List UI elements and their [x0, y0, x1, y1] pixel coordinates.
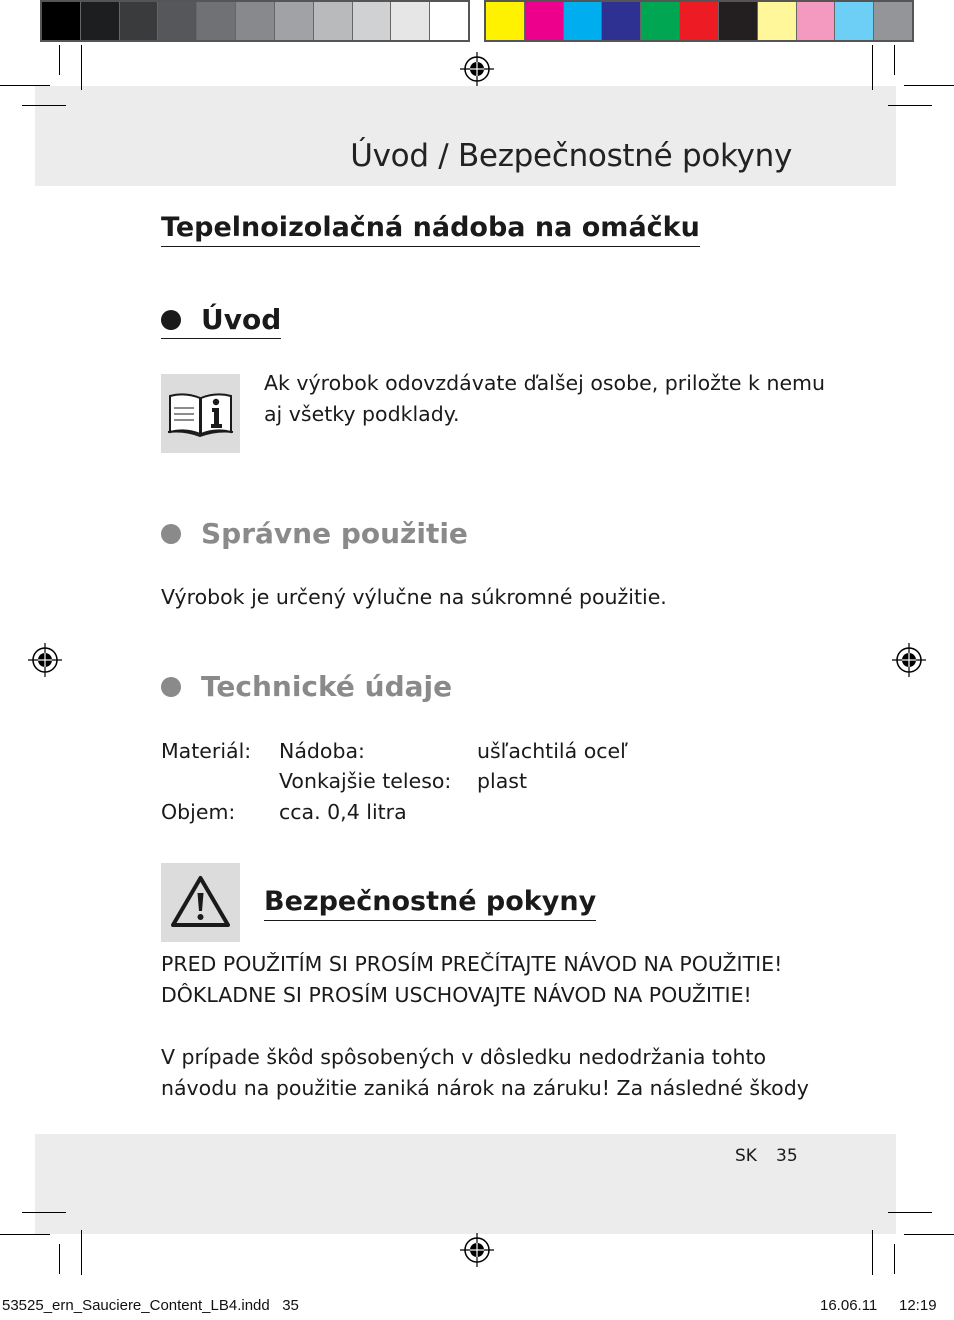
color-swatch	[353, 2, 392, 40]
color-swatch	[680, 2, 719, 40]
crop-mark	[22, 1212, 66, 1213]
color-swatch	[486, 2, 525, 40]
registration-target-icon	[892, 643, 926, 677]
safety-caps-line: PRED POUŽITÍM SI PROSÍM PREČÍTAJTE NÁVOD NA POUŽITIE!	[161, 952, 783, 976]
crop-mark	[0, 85, 50, 86]
color-swatch	[42, 2, 81, 40]
section-bullet	[161, 310, 181, 330]
intro-text-line: aj všetky podklady.	[264, 402, 460, 426]
color-swatch	[236, 2, 275, 40]
document-title: Tepelnoizolačná nádoba na omáčku	[161, 210, 700, 247]
crop-mark	[22, 105, 66, 106]
footer-time: 12:19	[899, 1297, 937, 1314]
color-swatch	[874, 2, 912, 40]
crop-mark	[894, 45, 895, 75]
safety-heading: Bezpečnostné pokyny	[264, 884, 596, 921]
safety-caps-line: DÔKLADNE SI PROSÍM USCHOVAJTE NÁVOD NA POUŽITIE!	[161, 983, 752, 1007]
color-swatch	[430, 2, 468, 40]
spec-value: plast	[477, 769, 527, 793]
color-swatch	[158, 2, 197, 40]
color-swatch	[197, 2, 236, 40]
warning-triangle-icon	[161, 863, 240, 942]
crop-mark	[59, 1244, 60, 1274]
registration-target-icon	[28, 643, 62, 677]
spec-part: Vonkajšie teleso:	[279, 769, 452, 793]
spec-label: Objem:	[161, 800, 236, 824]
spec-label: Materiál:	[161, 739, 252, 763]
color-swatch	[120, 2, 159, 40]
crop-mark	[904, 85, 954, 86]
color-swatch	[641, 2, 680, 40]
footer-language: SK	[735, 1146, 757, 1166]
crop-mark	[81, 1230, 82, 1275]
color-swatch	[314, 2, 353, 40]
color-swatch	[391, 2, 430, 40]
usage-text: Výrobok je určený výlučne na súkromné použitie.	[161, 585, 667, 609]
intro-text-line: Ak výrobok odovzdávate ďalšej osobe, priložte k nemu	[264, 371, 826, 395]
section-heading-label: Technické údaje	[201, 670, 453, 703]
crop-mark	[888, 105, 932, 106]
section-bullet	[161, 677, 181, 697]
process-color-bar	[484, 0, 914, 42]
footer-date: 16.06.11	[820, 1297, 878, 1314]
color-swatch	[835, 2, 874, 40]
crop-mark	[888, 1212, 932, 1213]
crop-mark	[904, 1234, 954, 1235]
spec-value: ušľachtilá oceľ	[477, 739, 628, 763]
color-swatch	[719, 2, 758, 40]
crop-mark	[872, 45, 873, 90]
spec-part: cca. 0,4 litra	[279, 800, 407, 824]
color-swatch	[758, 2, 797, 40]
crop-mark	[894, 1244, 895, 1274]
info-book-icon	[161, 374, 240, 453]
crop-mark	[81, 45, 82, 90]
grayscale-color-bar	[40, 0, 470, 42]
crop-mark	[872, 1230, 873, 1275]
footer-filename: 53525_ern_Sauciere_Content_LB4.indd 35	[2, 1297, 299, 1314]
color-swatch	[81, 2, 120, 40]
section-heading-specs	[161, 669, 452, 705]
color-swatch	[275, 2, 314, 40]
color-swatch	[525, 2, 564, 40]
crop-mark	[59, 45, 60, 75]
safety-text-line: návodu na použitie zaniká nárok na záruku! Za následné škody	[161, 1076, 809, 1100]
section-heading-intro	[161, 302, 281, 339]
color-swatch	[797, 2, 836, 40]
section-heading-label: Správne použitie	[201, 517, 468, 550]
registration-target-icon	[460, 52, 494, 86]
color-swatch	[564, 2, 603, 40]
spec-part: Nádoba:	[279, 739, 365, 763]
header-title: Úvod / Bezpečnostné pokyny	[350, 138, 792, 174]
page-number: 35	[776, 1146, 798, 1166]
section-heading-label: Úvod	[201, 303, 282, 336]
crop-mark	[0, 1234, 50, 1235]
registration-target-icon	[460, 1233, 494, 1267]
safety-text-line: V prípade škôd spôsobených v dôsledku nedodržania tohto	[161, 1045, 767, 1069]
footer-band	[35, 1134, 896, 1234]
section-bullet	[161, 524, 181, 544]
color-swatch	[602, 2, 641, 40]
section-heading-usage	[161, 516, 468, 552]
